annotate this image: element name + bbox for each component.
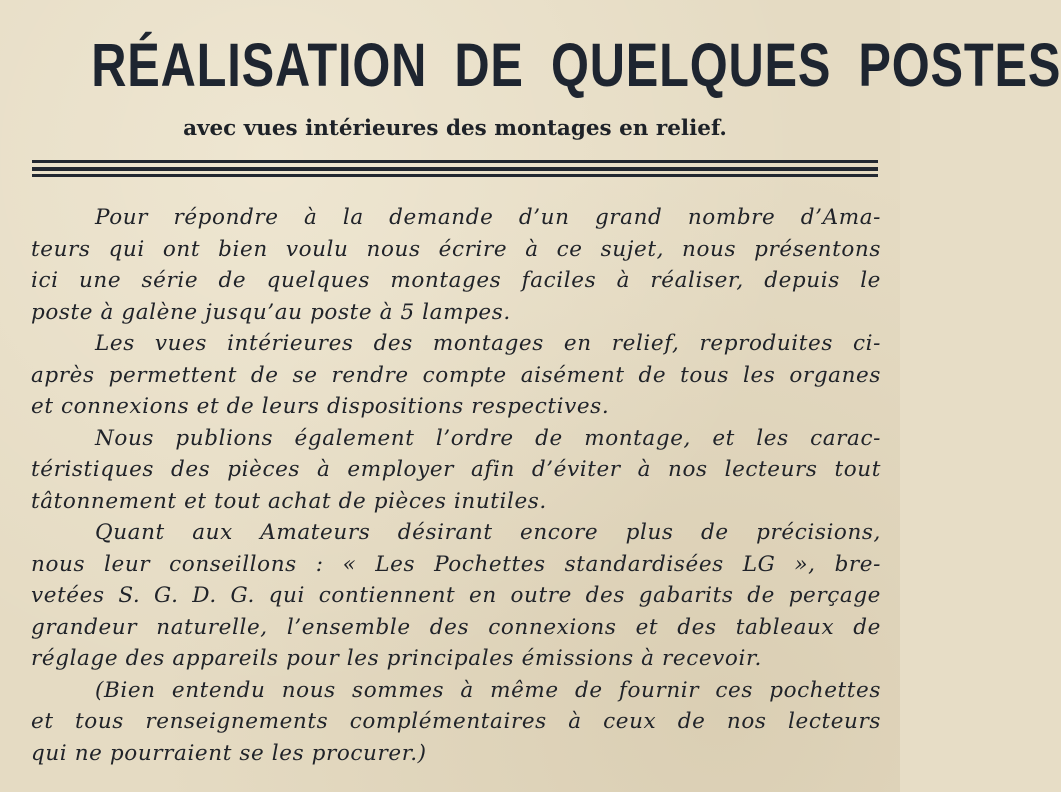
article-line: qui ne pourraient se les procurer.)	[31, 740, 427, 766]
article-line: Nous publions également l’ordre de montage, et les carac-	[95, 425, 881, 451]
article-line: nous leur conseillons : « Les Pochettes standardisées LG », bre-	[31, 551, 881, 577]
article-line: ici une série de quelques montages faciles à réaliser, depuis le	[31, 268, 881, 293]
title-word-4: POSTES	[858, 31, 1061, 99]
title-word-1: RÉALISATION	[91, 31, 428, 99]
article-line: téristiques des pièces à employer afin d’éviter à nos lecteurs tout	[31, 457, 881, 482]
title-word-3: QUELQUES	[550, 31, 832, 99]
title-rule-bottom	[32, 174, 878, 177]
title-rule-middle	[32, 167, 878, 171]
article-line: (Bien entendu nous sommes à même de fournir ces pochettes	[95, 677, 881, 703]
article-line: et tous renseignements complémentaires à ceux de nos lecteurs	[31, 709, 881, 734]
page-subtitle: avec vues intérieures des montages en relief.	[183, 116, 727, 141]
article-line: Les vues intérieures des montages en relief, reproduites ci-	[95, 331, 881, 356]
article-line: tâtonnement et tout achat de pièces inutiles.	[31, 488, 547, 514]
article-line: et connexions et de leurs dispositions respectives.	[31, 394, 610, 419]
article-line: poste à galène jusqu’au poste à 5 lampes.	[31, 299, 511, 325]
article-line: réglage des appareils pour les principales émissions à recevoir.	[31, 646, 762, 671]
page-title	[91, 30, 1061, 100]
title-word-2: DE	[454, 31, 524, 99]
article-line: grandeur naturelle, l’ensemble des connexions et des tableaux de	[31, 614, 881, 640]
article-line: teurs qui ont bien voulu nous écrire à ce sujet, nous présentons	[31, 236, 881, 262]
title-rule-top	[32, 160, 878, 163]
article-body	[31, 202, 881, 769]
article-line: Pour répondre à la demande d’un grand nombre d’Ama-	[95, 205, 881, 230]
article-line: Quant aux Amateurs désirant encore plus de précisions,	[95, 520, 881, 545]
article-line: après permettent de se rendre compte aisément de tous les organes	[31, 362, 881, 388]
article-line: vetées S. G. D. G. qui contiennent en outre des gabarits de perçage	[31, 583, 881, 608]
